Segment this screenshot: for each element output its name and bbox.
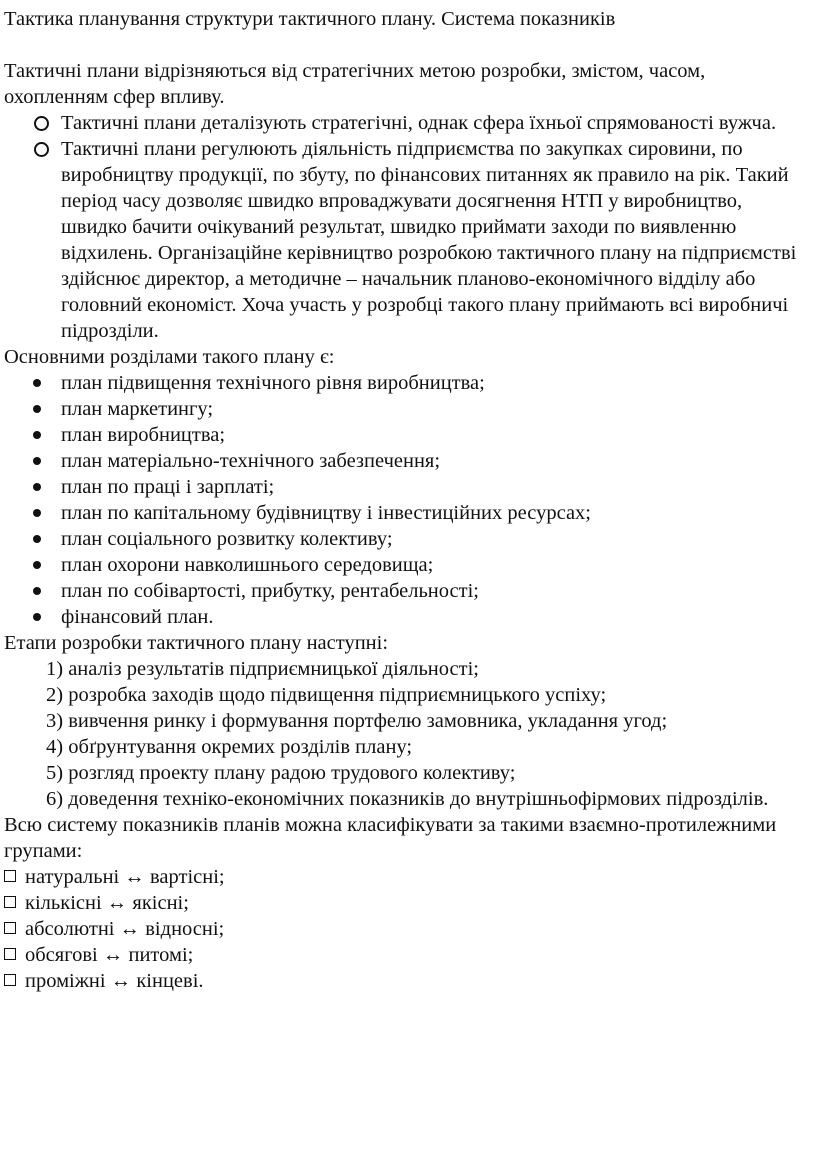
bullet-icon (33, 587, 41, 595)
square-bullet-icon (4, 948, 16, 960)
plan-sections-list (4, 370, 816, 630)
indicators-list (4, 864, 816, 994)
tactical-plans-list (4, 110, 816, 344)
list-item: 2) розробка заходів щодо підвищення підприємницького успіху; (46, 684, 607, 706)
list-item: план підвищення технічного рівня виробництва; (4, 370, 816, 396)
circle-bullet-icon (34, 142, 49, 157)
list-item: обсягові ↔ питомі; (4, 942, 816, 968)
list-item: 3) вивчення ринку і формування портфелю замовника, укладання угод; (46, 710, 668, 732)
list-item: кількісні ↔ якісні; (4, 890, 816, 916)
list-item: план матеріально-технічного забезпечення; (4, 448, 816, 474)
square-bullet-icon (4, 896, 16, 908)
bullet-icon (33, 561, 41, 569)
list-item: 4) обґрунтування окремих розділів плану; (46, 736, 413, 758)
list-item: абсолютні ↔ відносні; (4, 916, 816, 942)
list-item: план по собівартості, прибутку, рентабельності; (4, 578, 816, 604)
list-item: план охорони навколишнього середовища; (4, 552, 816, 578)
bullet-icon (33, 457, 41, 465)
bullet-icon (33, 431, 41, 439)
document-title: Тактика планування структури тактичного плану. Система показників (4, 8, 616, 30)
indicators-heading: Всю систему показників планів можна класифікувати за такими взаємно-протилежними групами: (4, 814, 777, 862)
list-item: план по капітальному будівництву і інвестиційних ресурсах; (4, 500, 816, 526)
bullet-icon (33, 613, 41, 621)
list-item: натуральні ↔ вартісні; (4, 864, 816, 890)
list-item: Тактичні плани регулюють діяльність підприємства по закупках сировини, по виробництву продукції, по збуту, по фінансових питаннях як правило на рік. Такий період часу дозволяє швидко впроваджувати досягнення НТП у виробництво, швидко бачити очікуваний результат, швидко приймати заходи по виявленню відхилень. Організаційне керівництво розробкою тактичного плану на підприємстві здійснює директор, а методичне – начальник планово-економічного відділу або головний економіст. Хоча участь у розробці такого плану приймають всі виробничі підрозділи. (4, 136, 816, 344)
list-item: Тактичні плани деталізують стратегічні, однак сфера їхньої спрямованості вужча. (4, 110, 816, 136)
list-item: план виробництва; (4, 422, 816, 448)
square-bullet-icon (4, 922, 16, 934)
circle-bullet-icon (34, 116, 49, 131)
intro-paragraph: Тактичні плани відрізняються від стратегічних метою розробки, змістом, часом, охопленням сфер впливу. (4, 60, 706, 108)
stages-heading: Етапи розробки тактичного плану наступні: (4, 632, 389, 654)
bullet-icon (33, 483, 41, 491)
list-item: 5) розгляд проекту плану радою трудового колективу; (46, 762, 516, 784)
list-item: фінансовий план. (4, 604, 816, 630)
square-bullet-icon (4, 870, 16, 882)
bullet-icon (33, 509, 41, 517)
bullet-icon (33, 535, 41, 543)
list-item: 6) доведення техніко-економічних показників до внутрішньофірмових підрозділів. (46, 788, 769, 810)
list-item: 1) аналіз результатів підприємницької діяльності; (46, 658, 479, 680)
list-item: план маркетингу; (4, 396, 816, 422)
list-item: план по праці і зарплаті; (4, 474, 816, 500)
list-item: проміжні ↔ кінцеві. (4, 968, 816, 994)
bullet-icon (33, 379, 41, 387)
bullet-icon (33, 405, 41, 413)
stages-list (4, 656, 816, 812)
sections-heading: Основними розділами такого плану є: (4, 346, 335, 368)
list-item: план соціального розвитку колективу; (4, 526, 816, 552)
square-bullet-icon (4, 974, 16, 986)
